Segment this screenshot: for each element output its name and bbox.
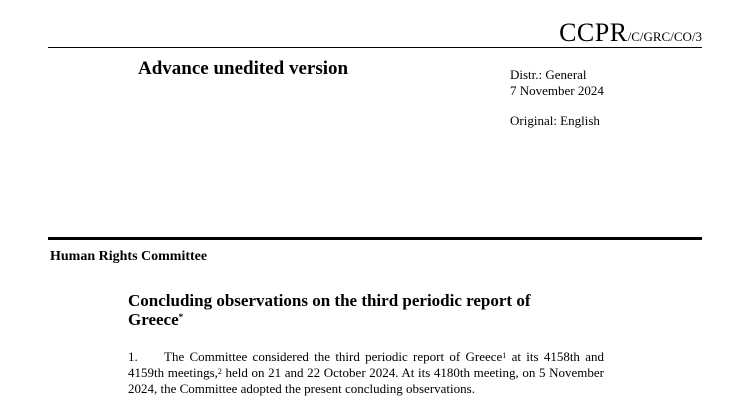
distribution-block [510,67,604,129]
footnote-marker-2[interactable]: 2 [217,367,222,376]
document-title-line2: Greece [128,310,179,329]
paragraph-1 [128,349,604,397]
paragraph-text-part3: held on 21 and 22 October 2024. At its 4180th meeting, on 5 November 2024, the Committee adopted the present concluding observations. [128,365,604,396]
title-footnote-marker[interactable]: * [178,312,184,322]
document-date: 7 November 2024 [510,83,604,98]
original-language: Original: English [510,113,600,128]
document-title-line1: Concluding observations on the third periodic report of [128,291,531,310]
paragraph-number: 1. [128,349,138,364]
paragraph-text-part1: The Committee considered the third periodic report of Greece [164,349,503,364]
footnote-marker-1[interactable]: 1 [502,351,507,360]
paragraph-text-part2: at its 4158th and 4159th meetings, [128,349,604,380]
document-symbol [559,18,702,48]
header-rule [48,47,702,48]
document-title [128,291,598,329]
version-label: Advance unedited version [138,58,349,79]
section-rule [48,237,702,240]
committee-name: Human Rights Committee [50,249,208,264]
distribution-text: Distr.: General [510,67,587,82]
document-symbol-main: CCPR [559,18,628,47]
document-symbol-suffix: /C/GRC/CO/3 [627,29,702,44]
